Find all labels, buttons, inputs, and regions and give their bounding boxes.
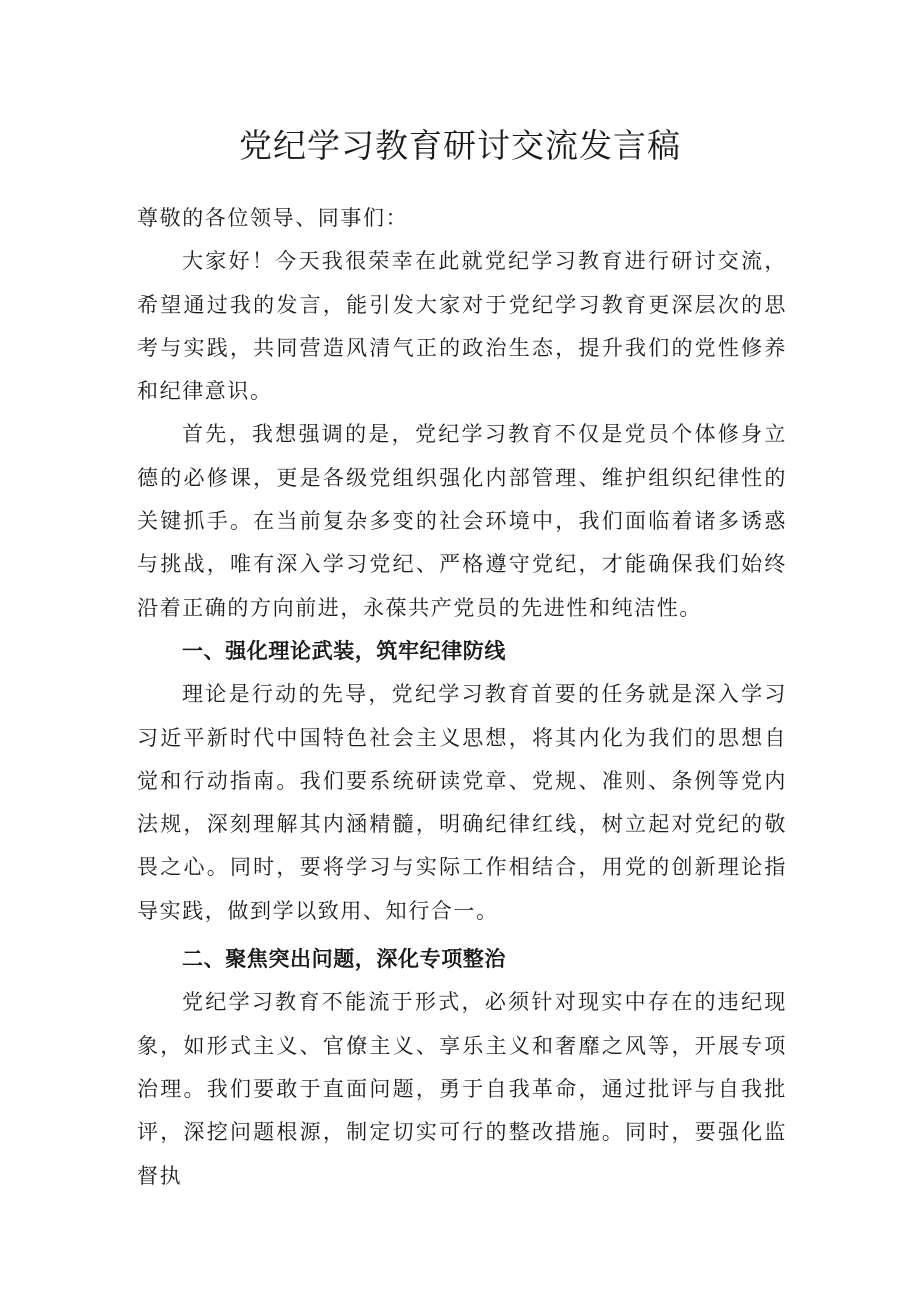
section-heading-1: 一、强化理论武装，筑牢纪律防线 [182,638,506,663]
paragraph-greeting: 大家好！今天我很荣幸在此就党纪学习教育进行研讨交流，希望通过我的发言，能引发大家对于党纪学习教育更深层次的思考与实践，共同营造风清气正的政治生态，提升我们的党性修养和纪律意识。 [137,249,787,404]
paragraph-intro: 首先，我想强调的是，党纪学习教育不仅是党员个体修身立德的必修课，更是各级党组织强化内部管理、维护组织纪律性的关键抓手。在当前复杂多变的社会环境中，我们面临着诸多诱惑与挑战，唯有深入学习党纪、严格遵守党纪，才能确保我们始终沿着正确的方向前进，永葆共产党员的先进性和纯洁性。 [137,422,787,620]
salutation: 尊敬的各位领导、同事们： [137,206,409,230]
document-title: 党纪学习教育研讨交流发言稿 [239,126,681,165]
paragraph-section-1: 理论是行动的先导，党纪学习教育首要的任务就是深入学习习近平新时代中国特色社会主义思想，将其内化为我们的思想自觉和行动指南。我们要系统研读党章、党规、准则、条例等党内法规，深刻理解其内涵精髓，明确纪律红线，树立起对党纪的敬畏之心。同时，要将学习与实际工作相结合，用党的创新理论指导实践，做到学以致用、知行合一。 [137,682,787,923]
document-body [137,197,787,1198]
paragraph-section-2: 党纪学习教育不能流于形式，必须针对现实中存在的违纪现象，如形式主义、官僚主义、享乐主义和奢靡之风等，开展专项治理。我们要敢于直面问题，勇于自我革命，通过批评与自我批评，深挖问题根源，制定切实可行的整改措施。同时，要强化监督执 [137,990,787,1188]
section-heading-2: 二、聚焦突出问题，深化专项整治 [182,947,506,972]
